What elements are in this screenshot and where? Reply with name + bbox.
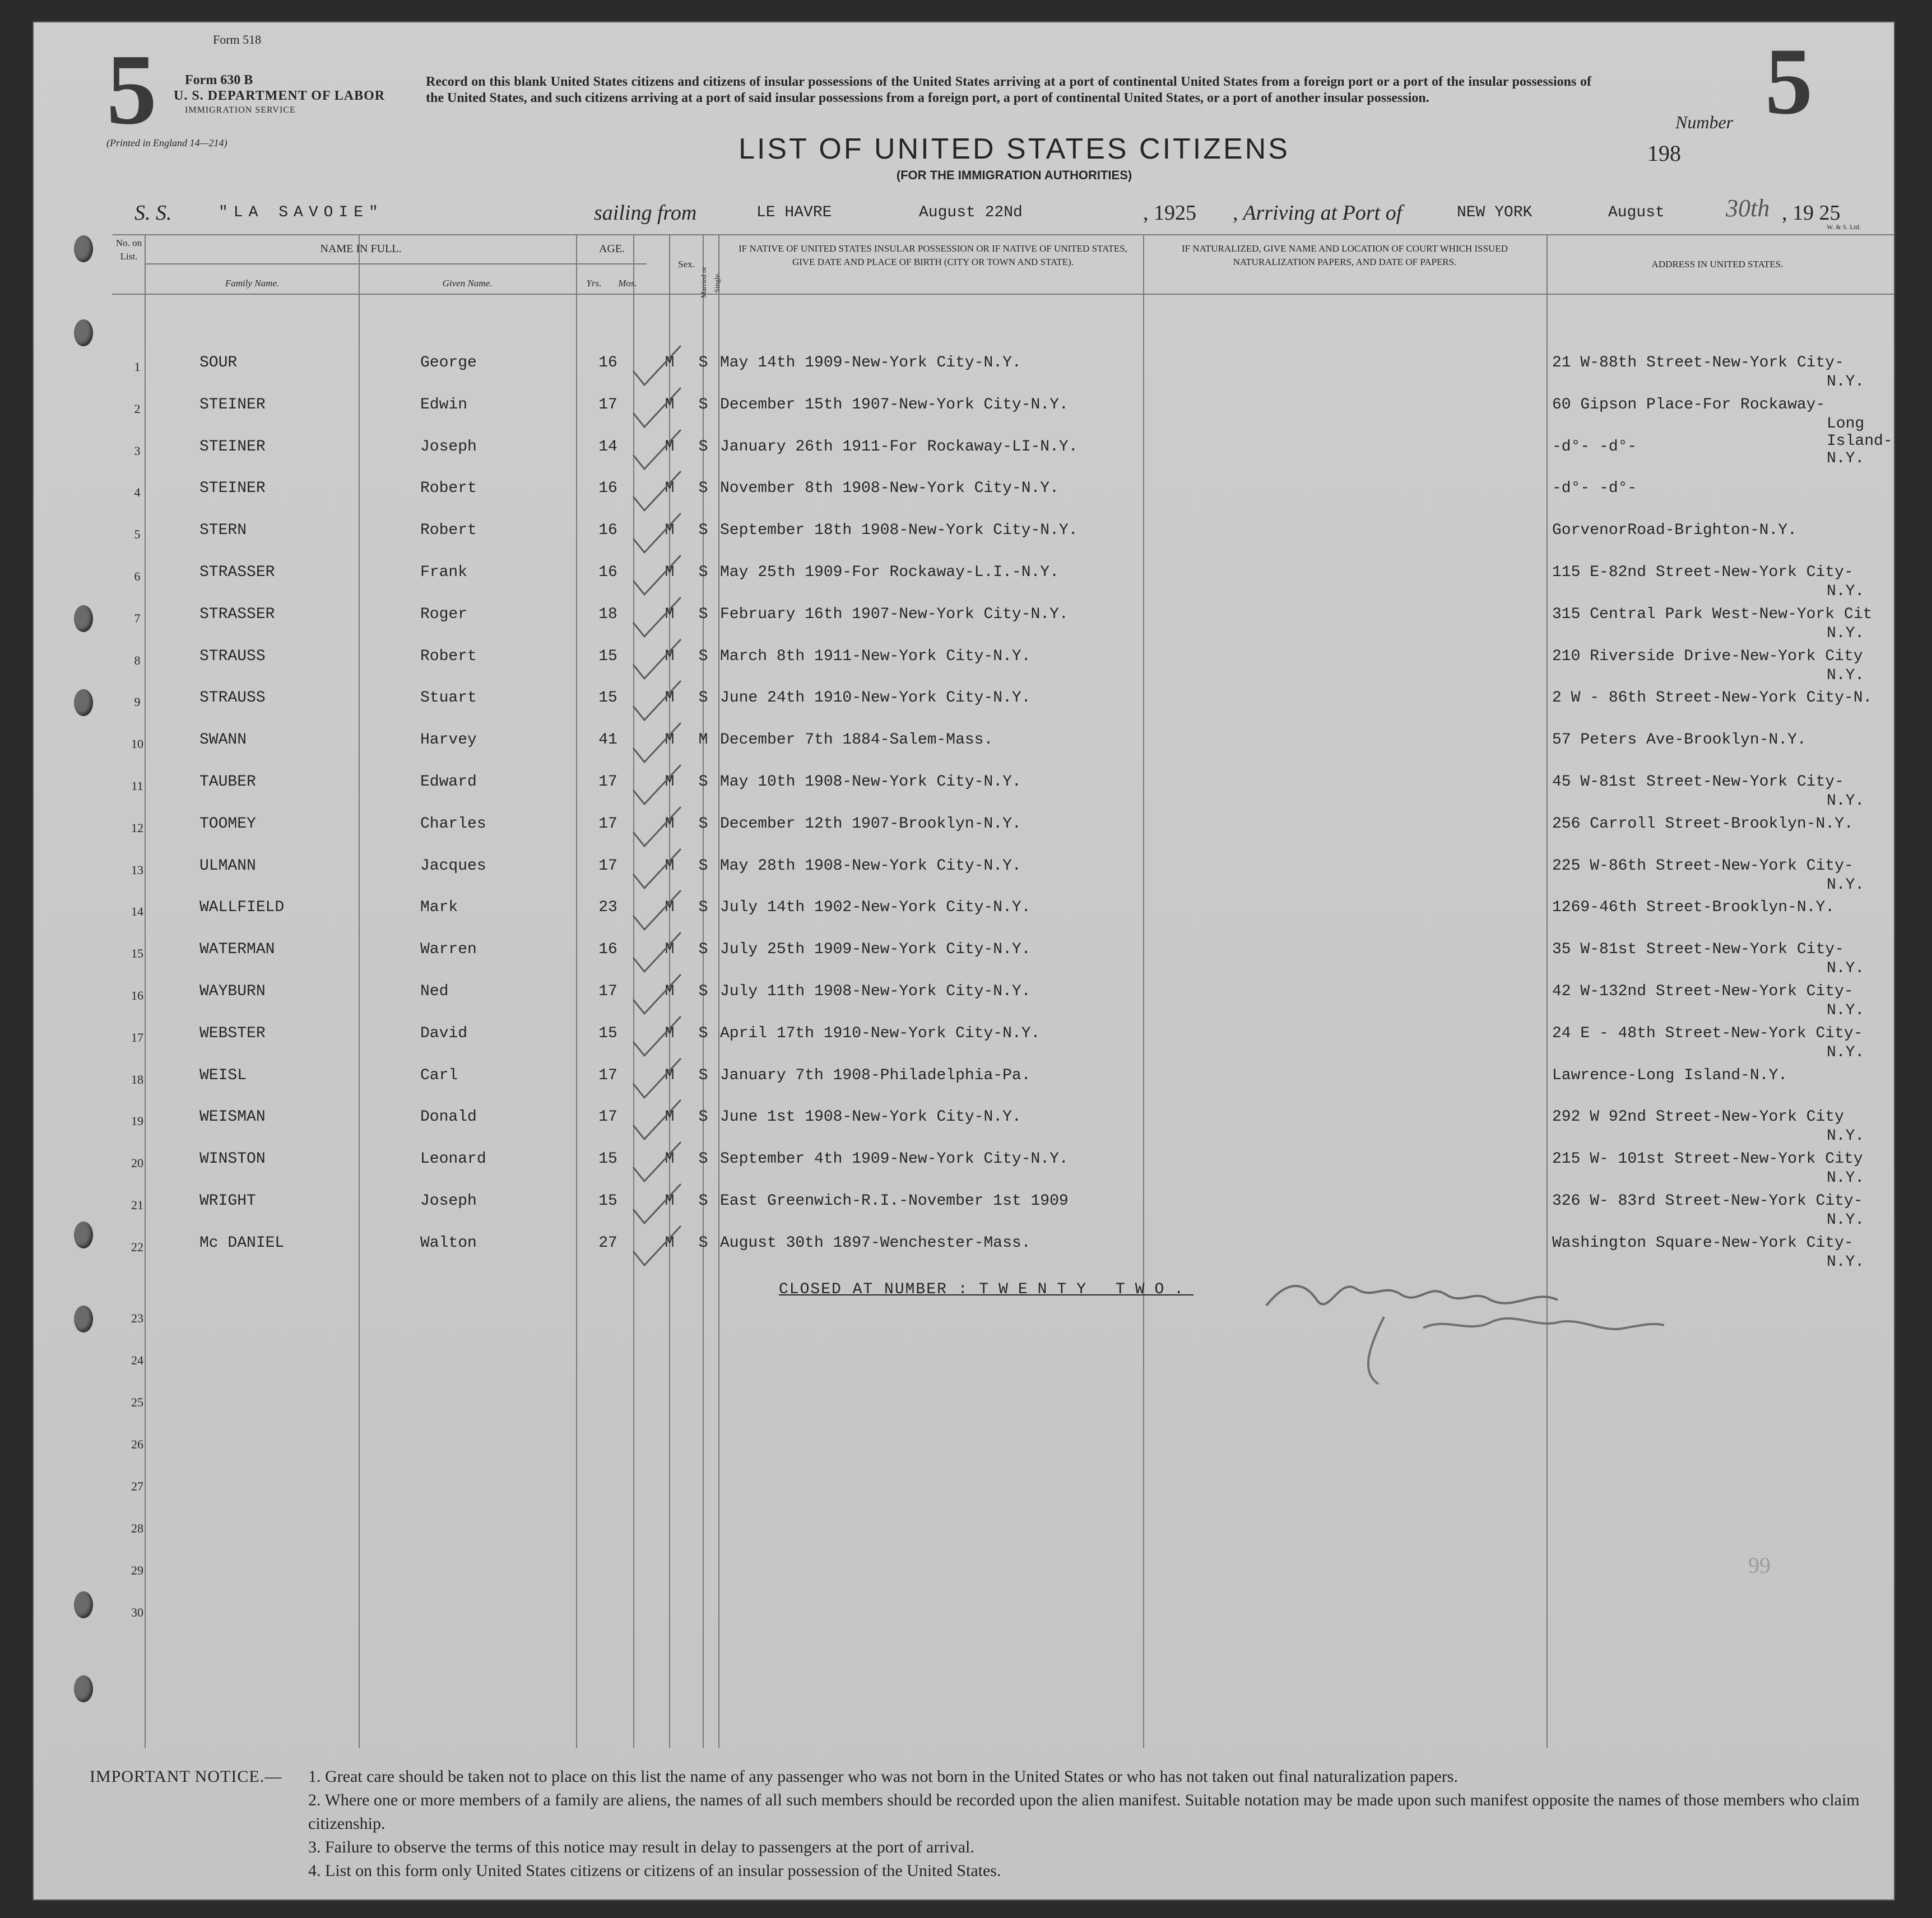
family-name: ULMANN — [199, 857, 256, 875]
table-row — [34, 983, 1894, 1022]
ss-label: S. S. — [134, 201, 172, 225]
table-row — [34, 438, 1894, 477]
age-years: 15 — [598, 647, 617, 665]
age-years: 17 — [598, 815, 617, 833]
marital-status: S — [698, 522, 708, 540]
marital-status: S — [698, 1024, 708, 1042]
family-name: WEISL — [199, 1066, 247, 1084]
address-line-2: N.Y. — [1827, 1127, 1865, 1145]
row-number: 3 — [134, 443, 141, 458]
row-number: 18 — [131, 1072, 143, 1086]
arrive-year: , 19 25 — [1782, 201, 1841, 225]
given-name: Edward — [420, 773, 477, 791]
marital-status: S — [698, 773, 708, 791]
sail-date: August 22Nd — [919, 204, 1023, 221]
age-years: 17 — [598, 396, 617, 414]
empty-row-number: 30 — [131, 1605, 143, 1619]
family-name: STEINER — [199, 480, 266, 498]
birth-date-place: September 4th 1909-New-York City-N.Y. — [720, 1150, 1069, 1168]
given-name: David — [420, 1024, 468, 1042]
birth-date-place: September 18th 1908-New-York City-N.Y. — [720, 522, 1078, 540]
sex-value: M — [665, 354, 675, 371]
family-name: WEISMAN — [199, 1108, 266, 1126]
col-family-name: Family Name. — [225, 278, 280, 289]
row-number: 17 — [131, 1030, 143, 1044]
address-line-2: N.Y. — [1827, 583, 1865, 600]
page-title: LIST OF UNITED STATES CITIZENS — [739, 133, 1290, 165]
birth-date-place: May 10th 1908-New-York City-N.Y. — [720, 773, 1021, 791]
birth-date-place: December 15th 1907-New-York City-N.Y. — [720, 396, 1069, 414]
sex-value: M — [665, 689, 675, 707]
marital-status: S — [698, 1066, 708, 1084]
address-line-1: 225 W-86th Street-New-York City- — [1552, 857, 1854, 875]
row-number: 21 — [131, 1198, 143, 1212]
sex-value: M — [665, 983, 675, 1000]
given-name: Leonard — [420, 1150, 486, 1168]
marital-status: S — [698, 1192, 708, 1210]
age-years: 16 — [598, 354, 617, 371]
sex-value: M — [665, 1108, 675, 1126]
notice-item-2: 2. Where one or more members of a family are aliens, the names of all such members should be recorded upon the alien manifest. Suitable notation may be made upon such manifest opposite the names of those members who claim citizenship. — [308, 1791, 1860, 1833]
table-row — [34, 564, 1894, 603]
col-age: AGE. — [598, 243, 625, 255]
form-518-label: Form 518 — [213, 32, 262, 47]
sex-value: M — [665, 1234, 675, 1252]
age-years: 17 — [598, 1066, 617, 1084]
address-line-1: 210 Riverside Drive-New-York City — [1552, 647, 1863, 665]
address-line-2: N.Y. — [1827, 876, 1865, 894]
row-number: 13 — [131, 862, 143, 877]
address-line-2: N.Y. — [1827, 666, 1865, 684]
birth-date-place: March 8th 1911-New-York City-N.Y. — [720, 647, 1031, 665]
address-line-1: GorvenorRoad-Brighton-N.Y. — [1552, 522, 1797, 540]
row-number: 5 — [134, 527, 141, 542]
row-number: 22 — [131, 1239, 143, 1254]
age-years: 17 — [598, 983, 617, 1000]
address-line-1: 1269-46th Street-Brooklyn-N.Y. — [1552, 899, 1835, 917]
row-number: 9 — [134, 695, 141, 709]
sex-value: M — [665, 396, 675, 414]
age-years: 41 — [598, 731, 617, 749]
table-top-rule — [112, 234, 1894, 235]
age-years: 14 — [598, 438, 617, 456]
birth-date-place: January 26th 1911-For Rockaway-LI-N.Y. — [720, 438, 1078, 456]
empty-row-number: 24 — [131, 1353, 143, 1367]
table-row — [34, 815, 1894, 854]
given-name: Donald — [420, 1108, 477, 1126]
age-rule — [577, 263, 647, 264]
voyage-line — [134, 194, 1883, 231]
family-name: WINSTON — [199, 1150, 266, 1168]
row-number: 14 — [131, 904, 143, 919]
department-label: U. S. DEPARTMENT OF LABOR — [174, 89, 386, 103]
sex-value: M — [665, 1024, 675, 1042]
address-line-1: 45 W-81st Street-New-York City- — [1552, 773, 1844, 791]
notice-item-3: 3. Failure to observe the terms of this notice may result in delay to passengers at the port of arrival. — [308, 1838, 974, 1856]
given-name: Mark — [420, 899, 458, 917]
sex-value: M — [665, 941, 675, 959]
col-mos: Mos. — [618, 278, 637, 289]
row-number: 1 — [134, 360, 141, 374]
row-number: 11 — [131, 779, 143, 793]
table-row — [34, 480, 1894, 519]
marital-status: S — [698, 354, 708, 371]
marital-status: S — [698, 564, 708, 581]
row-number: 6 — [134, 569, 141, 583]
handwritten-signature — [1255, 1266, 1748, 1395]
marital-status: S — [698, 941, 708, 959]
family-name: WEBSTER — [199, 1024, 266, 1042]
family-name: STEINER — [199, 438, 266, 456]
address-line-1: Lawrence-Long Island-N.Y. — [1552, 1066, 1788, 1084]
birth-date-place: May 14th 1909-New-York City-N.Y. — [720, 354, 1021, 371]
family-name: TOOMEY — [199, 815, 256, 833]
row-number: 7 — [134, 611, 141, 625]
table-row — [34, 1150, 1894, 1190]
empty-row-number: 29 — [131, 1563, 143, 1577]
address-line-1: -d°- -d°- — [1552, 480, 1637, 498]
age-years: 27 — [598, 1234, 617, 1252]
address-line-2: Long Island-N.Y. — [1827, 415, 1893, 467]
table-row — [34, 941, 1894, 980]
row-number: 12 — [131, 820, 143, 835]
col-yrs: Yrs. — [586, 278, 602, 289]
birth-date-place: December 12th 1907-Brooklyn-N.Y. — [720, 815, 1021, 833]
marital-status: S — [698, 480, 708, 498]
marital-status: S — [698, 857, 708, 875]
given-name: George — [420, 354, 477, 371]
number-label: Number — [1675, 112, 1734, 132]
marital-status: S — [698, 1234, 708, 1252]
given-name: Joseph — [420, 1192, 477, 1210]
sheet-number-left: 5 — [106, 34, 157, 145]
given-name: Robert — [420, 647, 477, 665]
family-name: STRASSER — [199, 564, 275, 581]
family-name: STEINER — [199, 396, 266, 414]
printer-mark: W. & S. Ltd. — [1827, 223, 1861, 231]
birth-date-place: December 7th 1884-Salem-Mass. — [720, 731, 993, 749]
sex-value: M — [665, 1192, 675, 1210]
address-line-1: Washington Square-New-York City- — [1552, 1234, 1854, 1252]
address-line-1: 215 W- 101st Street-New-York City — [1552, 1150, 1863, 1168]
punch-hole — [74, 235, 93, 262]
table-row — [34, 899, 1894, 938]
row-number: 8 — [134, 653, 141, 667]
address-line-1: 42 W-132nd Street-New-York City- — [1552, 983, 1854, 1000]
family-name: STRAUSS — [199, 647, 266, 665]
given-name: Walton — [420, 1234, 477, 1252]
address-line-2: N.Y. — [1827, 1043, 1865, 1061]
sex-value: M — [665, 815, 675, 833]
marital-status: M — [698, 731, 708, 749]
address-line-1: 2 W - 86th Street-New-York City-N. — [1552, 689, 1873, 707]
birth-date-place: East Greenwich-R.I.-November 1st 1909 — [720, 1192, 1069, 1210]
address-line-1: 315 Central Park West-New-York Cit — [1552, 605, 1873, 623]
family-name: STRAUSS — [199, 689, 266, 707]
sex-value: M — [665, 857, 675, 875]
age-years: 23 — [598, 899, 617, 917]
table-row — [34, 606, 1894, 645]
ship-name: "LA SAVOIE" — [219, 204, 384, 221]
arrive-day: 30th — [1726, 194, 1770, 222]
birth-date-place: May 28th 1908-New-York City-N.Y. — [720, 857, 1021, 875]
empty-row-number: 28 — [131, 1521, 143, 1535]
family-name: SWANN — [199, 731, 247, 749]
age-years: 15 — [598, 1024, 617, 1042]
family-name: TAUBER — [199, 773, 256, 791]
marital-status: S — [698, 1150, 708, 1168]
table-row — [34, 1108, 1894, 1148]
col-no: No. on List. — [115, 238, 142, 262]
marital-status: S — [698, 647, 708, 665]
sex-value: M — [665, 564, 675, 581]
given-name: Carl — [420, 1066, 458, 1084]
col-married: Married or Single. — [699, 267, 721, 298]
row-number: 4 — [134, 485, 141, 500]
age-years: 17 — [598, 857, 617, 875]
marital-status: S — [698, 438, 708, 456]
address-line-1: 256 Carroll Street-Brooklyn-N.Y. — [1552, 815, 1854, 833]
col-sex: Sex. — [678, 259, 695, 270]
age-years: 16 — [598, 522, 617, 540]
address-line-2: N.Y. — [1827, 792, 1865, 810]
record-instructions: Record on this blank United States citizens and citizens of insular possessions of the United States arriving at a port of continental United States from a foreign port or a port of the insular possessions of the United States, and such citizens arriving at a port of said insular possessions from a foreign port, a port of continental United States, or a port of another insular possession. — [426, 75, 1591, 105]
closed-at-number — [779, 1281, 1193, 1298]
table-row — [34, 354, 1894, 393]
name-rule — [145, 263, 576, 264]
row-number: 19 — [131, 1114, 143, 1128]
address-line-1: -d°- -d°- — [1552, 438, 1637, 456]
sex-value: M — [665, 1066, 675, 1084]
col-address: ADDRESS IN UNITED STATES. — [1651, 259, 1784, 270]
given-name: Jacques — [420, 857, 486, 875]
punch-hole — [74, 319, 93, 346]
age-years: 17 — [598, 1108, 617, 1126]
address-line-1: 292 W 92nd Street-New-York City — [1552, 1108, 1844, 1126]
birth-date-place: April 17th 1910-New-York City-N.Y. — [720, 1024, 1041, 1042]
sex-value: M — [665, 773, 675, 791]
col-name-in-full: NAME IN FULL. — [320, 243, 402, 255]
address-line-2: N.Y. — [1827, 624, 1865, 642]
col-naturalized: IF NATURALIZED, GIVE NAME AND LOCATION OF COURT WHICH ISSUED NATURALIZATION PAPERS, AND DATE OF PAPERS. — [1181, 243, 1508, 267]
family-name: WAYBURN — [199, 983, 266, 1000]
table-row — [34, 522, 1894, 561]
table-row — [34, 1067, 1894, 1106]
form-630-label: Form 630 B — [185, 73, 253, 87]
marital-status: S — [698, 689, 708, 707]
row-number: 10 — [131, 737, 143, 751]
given-name: Roger — [420, 605, 468, 623]
notice-label: IMPORTANT NOTICE.— — [90, 1767, 282, 1786]
table-row — [34, 857, 1894, 897]
marital-status: S — [698, 815, 708, 833]
arriving-label: , Arriving at Port of — [1233, 201, 1402, 225]
sex-value: M — [665, 522, 675, 540]
row-number: 20 — [131, 1156, 143, 1171]
address-line-1: 21 W-88th Street-New-York City- — [1552, 354, 1844, 371]
address-line-1: 35 W-81st Street-New-York City- — [1552, 941, 1844, 959]
age-years: 15 — [598, 1150, 617, 1168]
address-line-1: 115 E-82nd Street-New-York City- — [1552, 564, 1854, 581]
notice-items — [308, 1765, 1888, 1883]
table-row — [34, 731, 1894, 770]
sex-value: M — [665, 647, 675, 665]
family-name: WRIGHT — [199, 1192, 256, 1210]
sex-value: M — [665, 438, 675, 456]
given-name: Warren — [420, 941, 477, 959]
age-years: 16 — [598, 480, 617, 498]
notice-item-4: 4. List on this form only United States citizens or citizens of an insular possession of the United States. — [308, 1861, 1001, 1880]
birth-date-place: August 30th 1897-Wenchester-Mass. — [720, 1234, 1031, 1252]
table-row — [34, 1025, 1894, 1064]
age-years: 16 — [598, 941, 617, 959]
list-number: 198 — [1647, 141, 1681, 166]
notice-item-1: 1. Great care should be taken not to place on this list the name of any passenger who was not born in the United States or who has not taken out final naturalization papers. — [308, 1767, 1458, 1786]
given-name: Frank — [420, 564, 468, 581]
arrive-month: August — [1608, 204, 1665, 221]
family-name: WALLFIELD — [199, 899, 285, 917]
age-years: 15 — [598, 689, 617, 707]
birth-date-place: June 1st 1908-New-York City-N.Y. — [720, 1108, 1021, 1126]
birth-date-place: February 16th 1907-New-York City-N.Y. — [720, 605, 1069, 623]
birth-date-place: June 24th 1910-New-York City-N.Y. — [720, 689, 1031, 707]
check-mark-icon — [628, 1223, 689, 1274]
col-birth: IF NATIVE OF UNITED STATES INSULAR POSSESSION OR IF NATIVE OF UNITED STATES, GIVE DATE AND PLACE OF BIRTH (CITY OR TOWN AND STATE). — [739, 243, 1127, 267]
empty-row-number: 25 — [131, 1395, 143, 1409]
table-row — [34, 689, 1894, 728]
age-years: 18 — [598, 605, 617, 623]
address-line-1: 57 Peters Ave-Brooklyn-N.Y. — [1552, 731, 1806, 749]
marital-status: S — [698, 396, 708, 414]
sex-value: M — [665, 899, 675, 917]
col-given-name: Given Name. — [442, 278, 493, 289]
birth-date-place: May 25th 1909-For Rockaway-L.I.-N.Y. — [720, 564, 1059, 581]
birth-date-place: January 7th 1908-Philadelphia-Pa. — [720, 1066, 1031, 1084]
closed-value: TWENTY TWO. — [979, 1281, 1194, 1298]
family-name: STRASSER — [199, 605, 275, 623]
given-name: Robert — [420, 522, 477, 540]
empty-row-number: 27 — [131, 1479, 143, 1493]
row-number: 15 — [131, 946, 143, 961]
age-years: 17 — [598, 773, 617, 791]
service-label: IMMIGRATION SERVICE — [185, 105, 296, 115]
punch-hole — [74, 1306, 93, 1332]
address-line-2: N.Y. — [1827, 1253, 1865, 1271]
birth-date-place: July 11th 1908-New-York City-N.Y. — [720, 983, 1031, 1000]
address-line-2: N.Y. — [1827, 373, 1865, 391]
sex-value: M — [665, 1150, 675, 1168]
empty-row-number: 23 — [131, 1311, 143, 1325]
sail-year: , 1925 — [1143, 201, 1196, 225]
given-name: Stuart — [420, 689, 477, 707]
row-number: 16 — [131, 988, 143, 1002]
marital-status: S — [698, 983, 708, 1000]
given-name: Edwin — [420, 396, 468, 414]
address-line-2: N.Y. — [1827, 960, 1865, 978]
sex-value: M — [665, 731, 675, 749]
family-name: SOUR — [199, 354, 238, 371]
birth-date-place: November 8th 1908-New-York City-N.Y. — [720, 480, 1059, 498]
port-from: LE HAVRE — [756, 204, 832, 221]
given-name: Charles — [420, 815, 486, 833]
table-row — [34, 648, 1894, 687]
faint-stamp: 99 — [1748, 1553, 1771, 1578]
punch-hole — [74, 1591, 93, 1618]
family-name: Mc DANIEL — [199, 1234, 285, 1252]
given-name: Robert — [420, 480, 477, 498]
punch-hole — [74, 1675, 93, 1702]
given-name: Ned — [420, 983, 449, 1000]
sheet-number-right: 5 — [1765, 29, 1813, 134]
given-name: Harvey — [420, 731, 477, 749]
marital-status: S — [698, 605, 708, 623]
age-years: 16 — [598, 564, 617, 581]
marital-status: S — [698, 899, 708, 917]
row-number: 2 — [134, 401, 141, 416]
birth-date-place: July 14th 1902-New-York City-N.Y. — [720, 899, 1031, 917]
address-line-1: 60 Gipson Place-For Rockaway- — [1552, 396, 1826, 414]
address-line-2: N.Y. — [1827, 1211, 1865, 1229]
manifest-sheet — [34, 22, 1894, 1900]
birth-date-place: July 25th 1909-New-York City-N.Y. — [720, 941, 1031, 959]
page-subtitle: (FOR THE IMMIGRATION AUTHORITIES) — [896, 168, 1132, 182]
sex-value: M — [665, 480, 675, 498]
sex-value: M — [665, 605, 675, 623]
empty-row-number: 26 — [131, 1437, 143, 1451]
family-name: STERN — [199, 522, 247, 540]
family-name: WATERMAN — [199, 941, 275, 959]
age-years: 15 — [598, 1192, 617, 1210]
address-line-2: N.Y. — [1827, 1002, 1865, 1019]
table-row — [34, 773, 1894, 812]
address-line-2: N.Y. — [1827, 1169, 1865, 1187]
printed-note: (Printed in England 14—214) — [106, 137, 227, 148]
closed-label: CLOSED AT NUMBER : — [779, 1281, 969, 1298]
address-line-1: 24 E - 48th Street-New-York City- — [1552, 1024, 1863, 1042]
sailing-label: sailing from — [594, 201, 697, 225]
address-line-1: 326 W- 83rd Street-New-York City- — [1552, 1192, 1863, 1210]
port-to: NEW YORK — [1457, 204, 1532, 221]
table-row — [34, 1192, 1894, 1232]
marital-status: S — [698, 1108, 708, 1126]
given-name: Joseph — [420, 438, 477, 456]
header-bottom-rule — [112, 294, 1894, 295]
